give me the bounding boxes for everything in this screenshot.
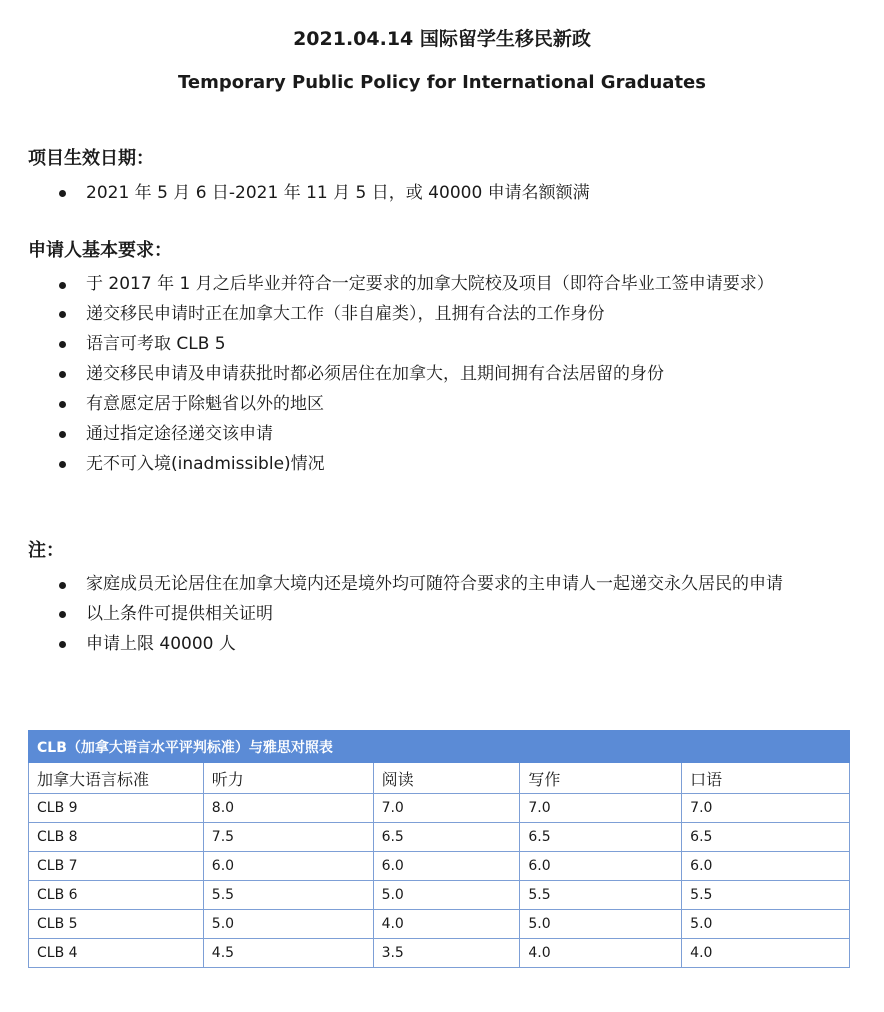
section-notes [28, 538, 858, 659]
table-cell: 3.5 [373, 939, 520, 968]
table-header-cell: 写作 [520, 763, 682, 794]
table-cell: CLB 7 [29, 852, 204, 881]
table-cell: 6.0 [203, 852, 373, 881]
table-cell: 4.0 [682, 939, 850, 968]
table-row [29, 881, 850, 910]
section-heading: 项目生效日期： [28, 148, 154, 169]
table-cell: 6.5 [373, 823, 520, 852]
table-cell: 5.0 [373, 881, 520, 910]
table-cell: 5.0 [520, 910, 682, 939]
table-row [29, 823, 850, 852]
table-cell: 5.0 [682, 910, 850, 939]
table-row [29, 939, 850, 968]
table-header-cell: 听力 [203, 763, 373, 794]
table-cell: 6.0 [373, 852, 520, 881]
table-cell: 5.5 [520, 881, 682, 910]
table-cell: 7.0 [373, 794, 520, 823]
bullet-list [28, 570, 858, 659]
section-effective-date [28, 146, 858, 208]
table-cell: CLB 4 [29, 939, 204, 968]
table-header-cell: 加拿大语言标准 [29, 763, 204, 794]
list-item: 通过指定途径递交该申请 [28, 419, 858, 449]
table-cell: 6.5 [682, 823, 850, 852]
table-cell: CLB 8 [29, 823, 204, 852]
list-item: 以上条件可提供相关证明 [28, 599, 858, 629]
table-header-cell: 阅读 [373, 763, 520, 794]
section-heading: 申请人基本要求： [28, 240, 172, 261]
table-caption: CLB（加拿大语言水平评判标准）与雅思对照表 [29, 731, 850, 763]
table-cell: 7.0 [682, 794, 850, 823]
table-cell: 6.5 [520, 823, 682, 852]
list-item: 申请上限 40000 人 [28, 629, 858, 659]
table-cell: CLB 6 [29, 881, 204, 910]
clb-ielts-table-wrapper [28, 730, 850, 968]
list-item: 递交移民申请时正在加拿大工作（非自雇类），且拥有合法的工作身份 [28, 299, 858, 329]
table-cell: CLB 9 [29, 794, 204, 823]
clb-ielts-table [28, 730, 850, 968]
table-cell: 7.5 [203, 823, 373, 852]
table-header-cell: 口语 [682, 763, 850, 794]
table-cell: 6.0 [682, 852, 850, 881]
list-item: 有意愿定居于除魁省以外的地区 [28, 389, 858, 419]
table-cell: 5.0 [203, 910, 373, 939]
table-cell: CLB 5 [29, 910, 204, 939]
table-row [29, 910, 850, 939]
section-requirements [28, 238, 858, 479]
table-row [29, 852, 850, 881]
table-cell: 7.0 [520, 794, 682, 823]
table-cell: 8.0 [203, 794, 373, 823]
list-item: 家庭成员无论居住在加拿大境内还是境外均可随符合要求的主申请人一起递交永久居民的申请 [28, 570, 858, 599]
table-cell: 6.0 [520, 852, 682, 881]
page-title: 2021.04.14 国际留学生移民新政 [293, 28, 591, 50]
list-item: 无不可入境(inadmissible)情况 [28, 449, 858, 479]
table-header-row [29, 763, 850, 794]
bullet-list [28, 270, 858, 479]
bullet-list [28, 178, 858, 208]
page-subtitle: Temporary Public Policy for International Graduates [178, 72, 706, 93]
list-item: 递交移民申请及申请获批时都必须居住在加拿大，且期间拥有合法居留的身份 [28, 359, 858, 389]
list-item: 2021 年 5 月 6 日-2021 年 11 月 5 日，或 40000 申请名额额满 [28, 178, 858, 208]
table-cell: 5.5 [682, 881, 850, 910]
table-cell: 4.0 [520, 939, 682, 968]
table-cell: 5.5 [203, 881, 373, 910]
list-item: 语言可考取 CLB 5 [28, 329, 858, 359]
table-cell: 4.5 [203, 939, 373, 968]
section-heading: 注： [28, 540, 64, 561]
list-item: 于 2017 年 1 月之后毕业并符合一定要求的加拿大院校及项目（即符合毕业工签申请要求） [28, 270, 858, 299]
table-row [29, 794, 850, 823]
table-cell: 4.0 [373, 910, 520, 939]
